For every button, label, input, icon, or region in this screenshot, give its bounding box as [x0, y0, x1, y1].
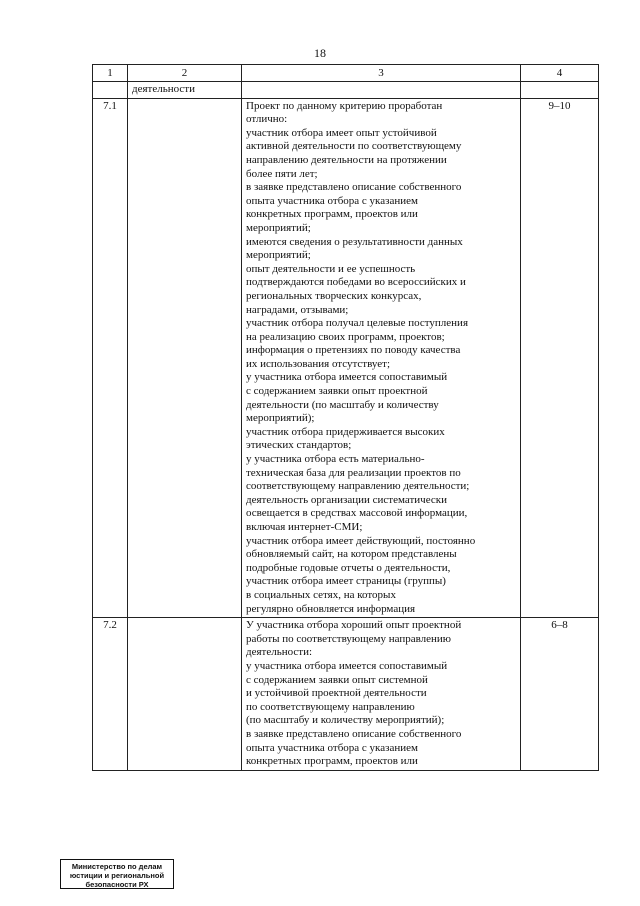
description-line: обновляемый сайт, на котором представлены — [246, 548, 457, 561]
header-col-2: 2 — [128, 65, 242, 82]
description-line: с содержанием заявки опыт системной — [246, 673, 428, 686]
description-line: конкретных программ, проектов или — [246, 755, 418, 768]
description-line: подробные годовые отчеты о деятельности, — [246, 561, 451, 574]
criteria-table — [92, 64, 599, 771]
criterion-description — [242, 618, 521, 771]
criterion-score: 6–8 — [521, 618, 599, 771]
table-row — [93, 98, 599, 618]
description-line: наградами, отзывами; — [246, 303, 349, 316]
description-line: освещается в средствах массовой информации, — [246, 507, 468, 520]
header-col-4: 4 — [521, 65, 599, 82]
ministry-stamp — [60, 859, 174, 889]
description-line: участник отбора придерживается высоких — [246, 425, 445, 438]
table-header-row — [93, 65, 599, 82]
criterion-name — [128, 98, 242, 618]
description-line: участник отбора получал целевые поступления — [246, 317, 468, 330]
description-line: Проект по данному критерию проработан — [246, 99, 443, 112]
description-line: деятельности: — [246, 646, 313, 659]
table-row — [93, 618, 599, 771]
cont-desc-cell — [242, 82, 521, 99]
description-line: отлично: — [246, 113, 288, 126]
description-line: соответствующему направлению деятельности; — [246, 480, 470, 493]
description-line: мероприятий; — [246, 221, 311, 234]
description-line: конкретных программ, проектов или — [246, 208, 418, 221]
description-line: деятельность организации систематически — [246, 493, 447, 506]
description-line: их использования отсутствует; — [246, 357, 391, 370]
criterion-name — [128, 618, 242, 771]
description-line: в заявке представлено описание собственного — [246, 181, 462, 194]
description-line: направлению деятельности на протяжении — [246, 153, 447, 166]
description-line: в заявке представлено описание собственного — [246, 727, 462, 740]
description-line: у участника отбора имеется сопоставимый — [246, 659, 448, 672]
description-line: регулярно обновляется информация — [246, 602, 416, 615]
description-line: подтверждаются победами во всероссийских и — [246, 276, 466, 289]
description-line: у участника отбора имеется сопоставимый — [246, 371, 448, 384]
page-number: 18 — [314, 46, 326, 60]
description-line: деятельности (по масштабу и количеству — [246, 398, 439, 411]
criterion-description — [242, 98, 521, 618]
description-line: мероприятий); — [246, 412, 315, 425]
description-line: участник отбора имеет опыт устойчивой — [246, 126, 437, 139]
description-line: опыт деятельности и ее успешность — [246, 262, 416, 275]
description-line: активной деятельности по соответствующему — [246, 140, 462, 153]
cont-score-cell — [521, 82, 599, 99]
cont-num-cell — [93, 82, 128, 99]
stamp-line: юстиции и региональной — [69, 871, 165, 880]
description-line: этических стандартов; — [246, 439, 352, 452]
criterion-score: 9–10 — [521, 98, 599, 618]
description-line: участник отбора имеет действующий, постоянно — [246, 534, 476, 547]
description-line: опыта участника отбора с указанием — [246, 741, 418, 754]
description-line: с содержанием заявки опыт проектной — [246, 385, 428, 398]
description-line: техническая база для реализации проектов по — [246, 466, 461, 479]
description-line: У участника отбора хороший опыт проектной — [246, 619, 462, 632]
stamp-line: безопасности РХ — [85, 880, 149, 889]
description-line: имеются сведения о результативности данных — [246, 235, 463, 248]
description-line: и устойчивой проектной деятельности — [246, 687, 427, 700]
continuation-row — [93, 82, 599, 99]
description-line: участник отбора имеет страницы (группы) — [246, 575, 446, 588]
header-col-3: 3 — [242, 65, 521, 82]
description-line: работы по соответствующему направлению — [246, 632, 452, 645]
cont-name-cell: деятельности — [128, 82, 242, 99]
stamp-line: Министерство по делам — [71, 862, 163, 871]
description-line: (по масштабу и количеству мероприятий); — [246, 714, 445, 727]
description-line: опыта участника отбора с указанием — [246, 194, 418, 207]
description-line: более пяти лет; — [246, 167, 318, 180]
criterion-number: 7.2 — [93, 618, 128, 771]
description-line: региональных творческих конкурсах, — [246, 289, 422, 302]
description-line: по соответствующему направлению — [246, 700, 415, 713]
description-line: включая интернет-СМИ; — [246, 521, 363, 533]
description-line: в социальных сетях, на которых — [246, 588, 396, 601]
criterion-number: 7.1 — [93, 98, 128, 618]
header-col-1: 1 — [93, 65, 128, 82]
description-line: информация о претензиях по поводу качества — [246, 344, 461, 357]
description-line: на реализацию своих программ, проектов; — [246, 330, 445, 343]
description-line: у участника отбора есть материально- — [246, 453, 425, 466]
description-line: мероприятий; — [246, 249, 311, 262]
